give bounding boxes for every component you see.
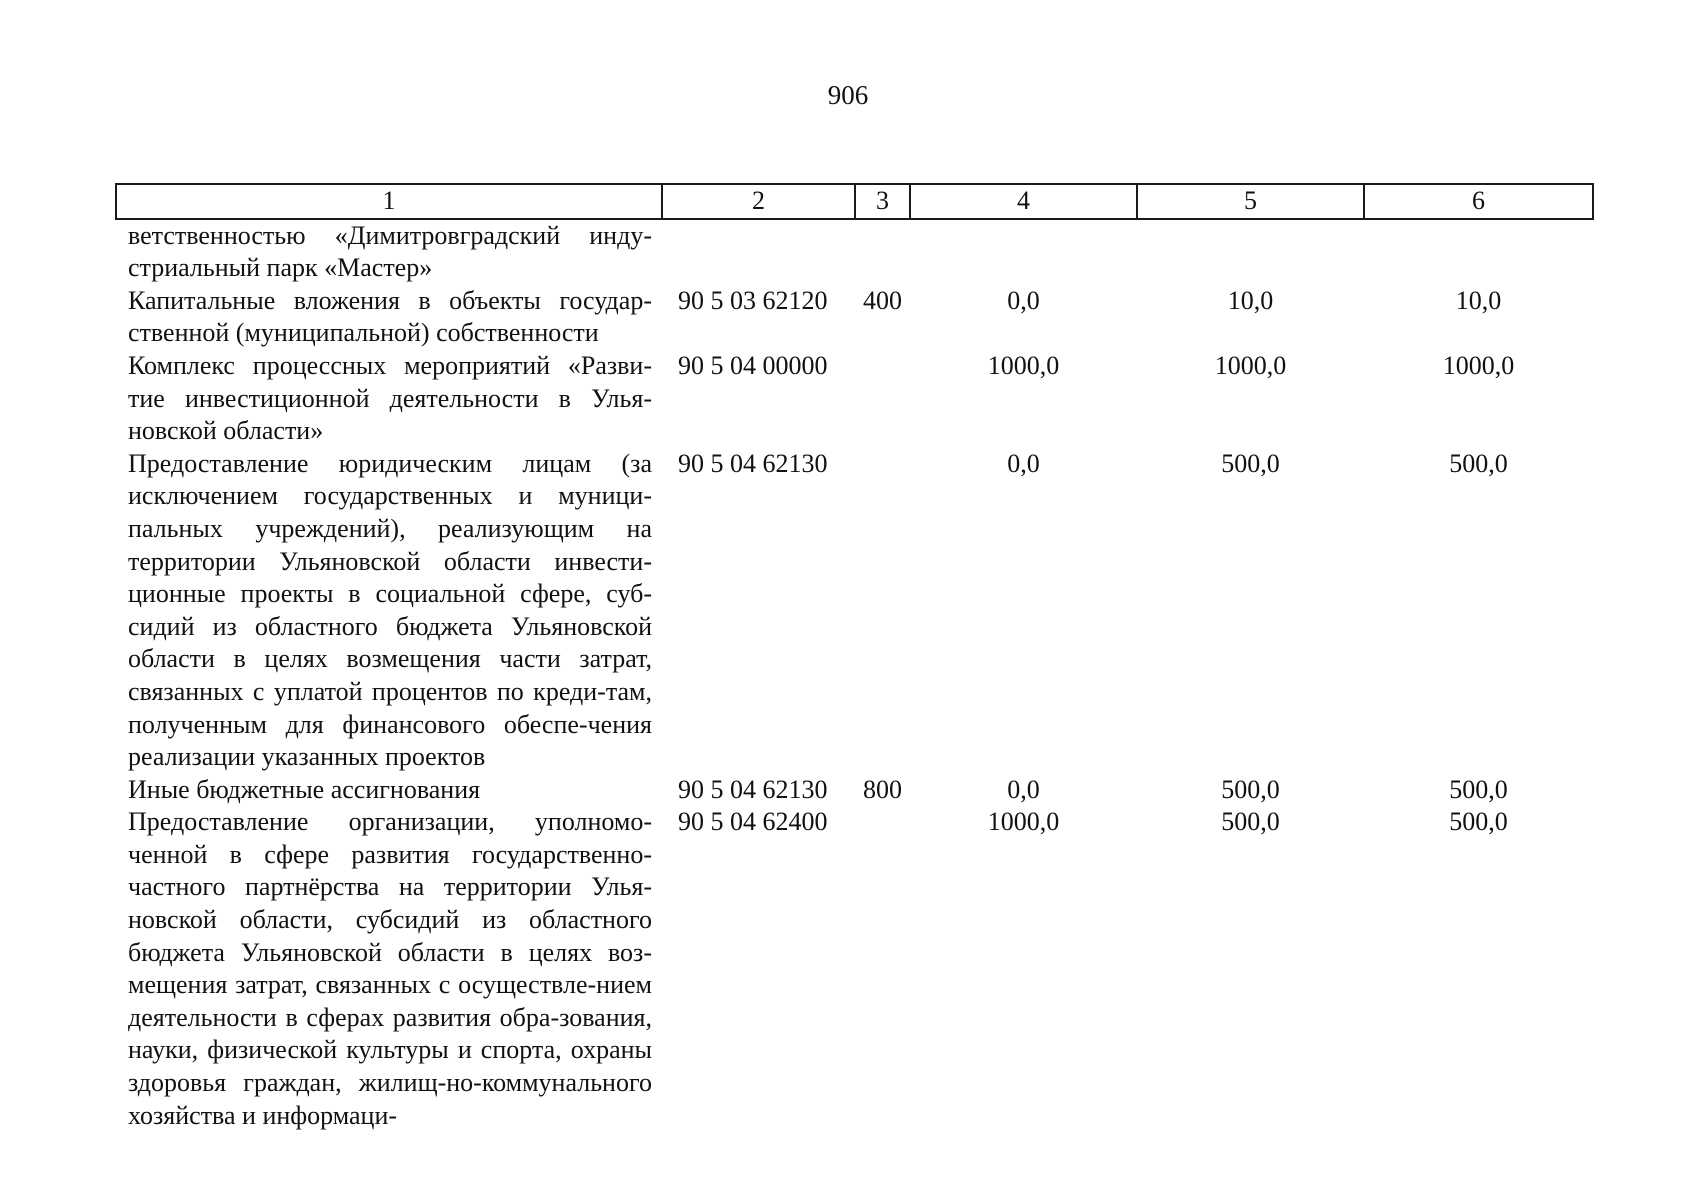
budget-table-wrapper [115,183,1592,1132]
row-expense-type [855,350,910,448]
budget-table [115,183,1594,1132]
row-code: 90 5 04 62130 [678,774,828,804]
row-expense-type [855,219,910,285]
row-value-4: 0,0 [1007,774,1040,804]
row-expense-type [855,448,910,774]
table-row [116,806,1593,1132]
row-value-4: 1000,0 [987,807,1060,837]
table-row [116,774,1593,807]
row-value-4: 0,0 [1007,448,1040,478]
table-row [116,350,1593,448]
table-row [116,448,1593,774]
row-value-6: 500,0 [1449,448,1508,478]
row-value-6: 1000,0 [1442,350,1515,380]
row-value-5: 500,0 [1221,448,1280,478]
column-header-5: 5 [1137,184,1364,219]
row-code: 90 5 04 00000 [678,350,828,380]
column-header-2: 2 [662,184,855,219]
page-number: 906 [827,80,869,110]
row-value-6: 500,0 [1449,807,1508,837]
row-value-5: 10,0 [1227,285,1274,315]
table-row [116,285,1593,350]
row-expense-type: 400 [863,285,902,315]
row-value-5: 500,0 [1221,774,1280,804]
row-value-5: 1000,0 [1214,350,1287,380]
row-value-5: 500,0 [1221,807,1280,837]
row-description: Капитальные вложения в объекты государ-ственной (муниципальной) собственности [128,285,652,348]
row-value-6 [1364,219,1593,285]
row-description: Предоставление юридическим лицам (за исключением государственных и муници-пальных учреждений), реализующим на территории Ульяновской области инвести-ционные проекты в социальной сфере, суб-сидий из областного бюджета Ульяновской области в целях возмещения части затрат, связанных с уплатой процентов по креди-там, полученным для финансового обеспе-чения реализации указанных проектов [128,448,652,772]
table-row [116,219,1593,285]
row-code: 90 5 03 62120 [678,285,828,315]
row-expense-type: 800 [863,774,902,804]
row-code: 90 5 04 62400 [678,807,828,837]
column-header-6: 6 [1364,184,1593,219]
row-code: 90 5 04 62130 [678,448,828,478]
table-header [116,184,1593,219]
row-description: Комплекс процессных мероприятий «Разви-тие инвестиционной деятельности в Улья-новской области» [128,350,652,446]
header-row [116,184,1593,219]
row-description: ветственностью «Димитровградский инду-стриальный парк «Мастер» [128,220,652,283]
row-value-4: 0,0 [1007,285,1040,315]
row-value-4 [910,219,1137,285]
row-code [662,219,855,285]
column-header-3: 3 [855,184,910,219]
row-value-6: 10,0 [1455,285,1502,315]
row-value-5 [1137,219,1364,285]
row-description: Иные бюджетные ассигнования [128,774,481,804]
column-header-1: 1 [116,184,662,219]
column-header-4: 4 [910,184,1137,219]
table-body [116,219,1593,1133]
row-value-4: 1000,0 [987,350,1060,380]
row-description: Предоставление организации, уполномо-ченной в сфере развития государственно-частного партнёрства на территории Улья-новской области, субсидий из областного бюджета Ульяновской области в целях воз-мещения затрат, связанных с осуществле-нием деятельности в сферах развития обра-зования, науки, физической культуры и спорта, охраны здоровья граждан, жилищ-но-коммунального хозяйства и информаци- [128,807,652,1130]
row-expense-type [855,806,910,1132]
row-value-6: 500,0 [1449,774,1508,804]
